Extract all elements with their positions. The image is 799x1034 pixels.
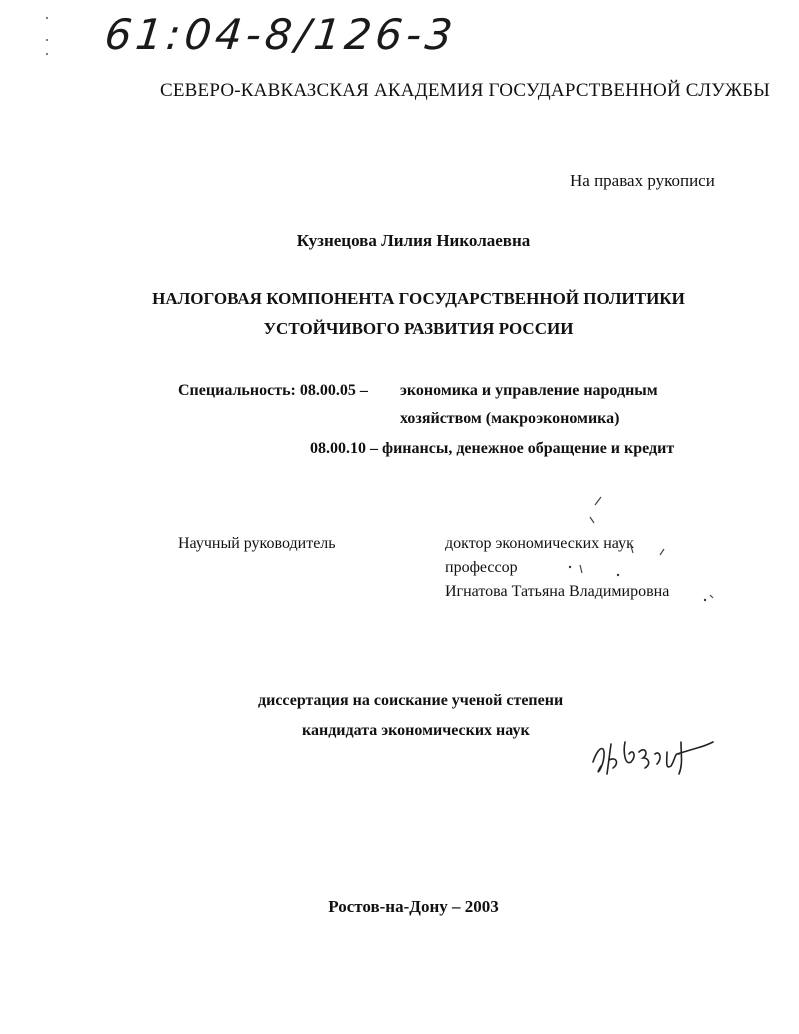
faint-stamp-marks xyxy=(520,495,720,625)
margin-dots-decoration xyxy=(45,10,49,710)
dissertation-degree-line-1: диссертация на соискание ученой степени xyxy=(258,692,564,709)
author-signature xyxy=(585,722,715,792)
supervisor-label: Научный руководитель xyxy=(178,535,336,552)
city-and-year: Ростов-на-Дону – 2003 xyxy=(328,897,499,916)
author-name: Кузнецова Лилия Николаевна xyxy=(296,231,531,250)
supervisor-title: профессор xyxy=(445,559,518,576)
dissertation-title-line-2: УСТОЙЧИВОГО РАЗВИТИЯ РОССИИ xyxy=(263,319,574,338)
manuscript-rights-note: На правах рукописи xyxy=(570,171,715,190)
specialty-label: Специальность: 08.00.05 – xyxy=(178,382,368,399)
specialty-line-1: экономика и управление народным xyxy=(400,382,658,399)
supervisor-name: Игнатова Татьяна Владимировна xyxy=(445,583,670,600)
handwritten-archive-code: 61:04-8/126-3 xyxy=(102,10,459,59)
institution-name: СЕВЕРО-КАВКАЗСКАЯ АКАДЕМИЯ ГОСУДАРСТВЕННОЙ СЛУЖБЫ xyxy=(160,80,771,101)
specialty-line-2: хозяйством (макроэкономика) xyxy=(400,410,620,427)
supervisor-degree: доктор экономических наук xyxy=(445,535,634,552)
dissertation-title-line-1: НАЛОГОВАЯ КОМПОНЕНТА ГОСУДАРСТВЕННОЙ ПОЛИТИКИ xyxy=(152,289,685,308)
dissertation-degree-line-2: кандидата экономических наук xyxy=(302,722,530,739)
specialty-line-3: 08.00.10 – финансы, денежное обращение и кредит xyxy=(310,440,675,457)
